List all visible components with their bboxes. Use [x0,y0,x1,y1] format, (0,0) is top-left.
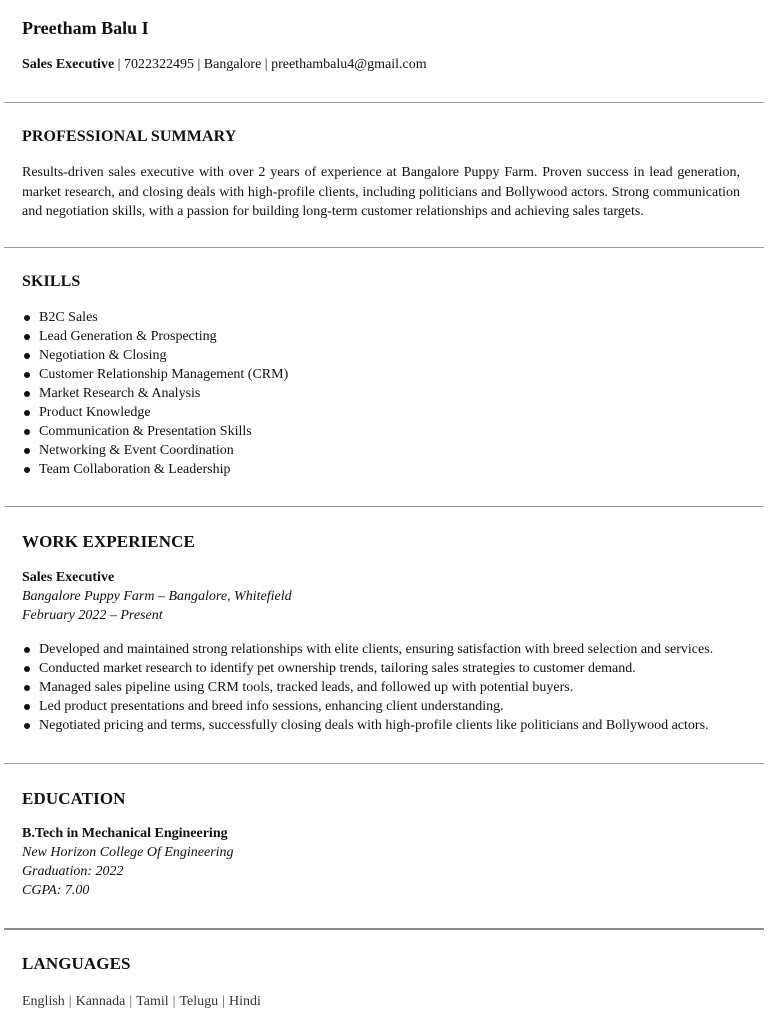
candidate-name: Preetham Balu I [22,18,149,38]
list-item: Networking & Event Coordination [22,441,288,460]
summary-text: Results-driven sales executive with over 2 years of experience at Bangalore Puppy Farm. Proven success in lead generation, market research, and closing deals with high-profile clients, including politicians and Bollywood actors. Strong communication and negotiation skills, with a passion for building long-term customer relationships and achieving sales targets. [22,165,740,219]
bullet-icon [24,666,30,672]
list-item: B2C Sales [22,308,288,327]
graduation-year: Graduation: 2022 [22,864,124,879]
job-dates: February 2022 – Present [22,608,163,623]
list-item: Managed sales pipeline using CRM tools, tracked leads, and followed up with potential buyers. [22,678,713,697]
list-item: Negotiated pricing and terms, successfully closing deals with high-profile clients like politicians and Bollywood actors. [22,716,713,735]
section-divider [4,763,764,764]
contact-details: | 7022322495 | Bangalore | preethambalu4@gmail.com [114,57,427,72]
bullet-icon [24,647,30,653]
job-company: Bangalore Puppy Farm – Bangalore, Whitefield [22,589,292,604]
languages-heading: LANGUAGES [22,954,131,973]
bullet-icon [24,353,30,359]
experience-heading: WORK EXPERIENCE [22,532,195,551]
language-item: Hindi [228,994,261,1009]
role-title: Sales Executive [22,57,115,72]
language-item: English [22,994,65,1009]
bullet-icon [24,685,30,691]
education-details [22,824,234,900]
list-item: Market Research & Analysis [22,384,288,403]
college: New Horizon College Of Engineering [22,845,234,860]
language-item: Telugu [179,994,219,1009]
list-item: Customer Relationship Management (CRM) [22,365,288,384]
skills-list [22,308,288,479]
list-item: Developed and maintained strong relationships with elite clients, ensuring satisfaction with breed selection and services. [22,640,713,659]
bullet-icon [24,467,30,473]
skills-heading: SKILLS [22,273,81,290]
language-item: Kannada [75,994,126,1009]
list-item: Led product presentations and breed info sessions, enhancing client understanding. [22,697,713,716]
bullet-icon [24,723,30,729]
list-item: Team Collaboration & Leadership [22,460,288,479]
bullet-icon [24,704,30,710]
education-heading: EDUCATION [22,789,126,808]
list-item: Conducted market research to identify pet ownership trends, tailoring sales strategies to customer demand. [22,659,713,678]
list-item: Communication & Presentation Skills [22,422,288,441]
cgpa: CGPA: 7.00 [22,883,90,898]
job-details [22,568,292,625]
degree: B.Tech in Mechanical Engineering [22,826,228,841]
section-divider [4,928,764,930]
separator: | [68,994,72,1009]
contact-line [22,57,427,73]
bullet-icon [24,429,30,435]
bullet-icon [24,391,30,397]
language-item: Tamil [136,994,169,1009]
experience-list [22,640,713,735]
separator: | [129,994,133,1009]
bullet-icon [24,334,30,340]
job-title: Sales Executive [22,570,115,585]
languages-list [22,994,261,1010]
bullet-icon [24,410,30,416]
summary-heading: PROFESSIONAL SUMMARY [22,128,237,145]
section-divider [4,102,764,103]
list-item: Product Knowledge [22,403,288,422]
section-divider [4,247,764,248]
bullet-icon [24,315,30,321]
separator: | [172,994,176,1009]
section-divider [4,506,764,507]
bullet-icon [24,448,30,454]
list-item: Lead Generation & Prospecting [22,327,288,346]
bullet-icon [24,372,30,378]
separator: | [222,994,225,1009]
list-item: Negotiation & Closing [22,346,288,365]
